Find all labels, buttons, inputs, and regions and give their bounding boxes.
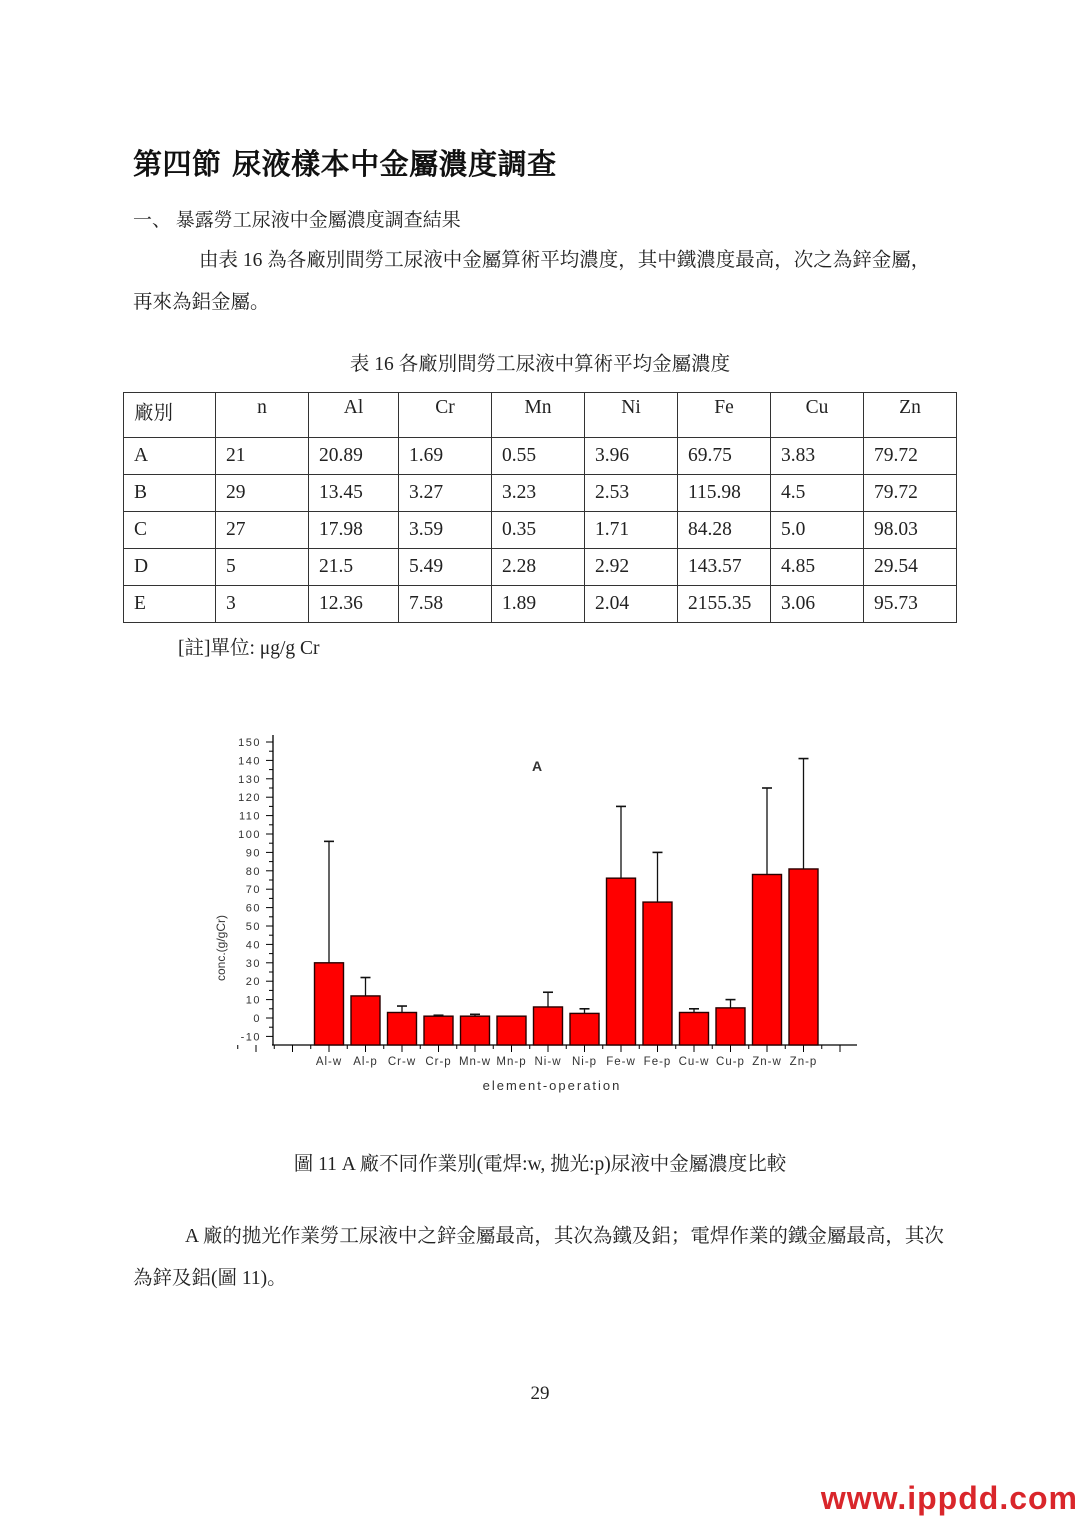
y-tick-label: 10 [245,994,261,1007]
column-header: 廠別 [124,393,216,438]
table-cell: 3.59 [399,512,492,549]
metal-concentration-table [123,392,957,623]
x-tick-label: Al-w [315,1056,343,1068]
table-cell: 13.45 [309,475,399,512]
column-header: Ni [585,393,678,438]
table-cell: 3.27 [399,475,492,512]
x-tick-label: Ni-p [571,1056,598,1068]
table-cell: A [124,438,216,475]
y-tick-label: 20 [245,976,261,989]
table-cell: 79.72 [864,475,957,512]
bar-fe-w [607,878,636,1045]
x-tick-label: Cr-w [387,1056,417,1068]
table-cell: 115.98 [678,475,771,512]
table-cell: 2.28 [492,549,585,586]
table-cell: 5.49 [399,549,492,586]
table-cell: 0.55 [492,438,585,475]
subheading: 一、 暴露勞工尿液中金屬濃度調查結果 [133,210,461,231]
y-tick-label: 130 [238,773,261,786]
bar-chart-figure-11 [195,725,875,1105]
table-row [124,512,957,549]
table-cell: 3.23 [492,475,585,512]
table-row [124,475,957,512]
table-cell: 5.0 [771,512,864,549]
table-cell: C [124,512,216,549]
table-cell: 5 [216,549,309,586]
table-cell: 4.5 [771,475,864,512]
bar-al-w [315,963,344,1045]
y-tick-label: 50 [245,921,261,933]
table-cell: 7.58 [399,586,492,623]
x-tick-label: Cu-p [716,1056,745,1068]
bar-zn-p [789,869,818,1045]
y-tick-label: 90 [245,847,261,860]
table-cell: 95.73 [864,586,957,623]
table-cell: 3.96 [585,438,678,475]
x-tick-label: Ni-w [534,1056,562,1068]
table-unit-note: [註]單位: μg/g Cr [178,638,320,659]
table-cell: 2.53 [585,475,678,512]
table-cell: E [124,586,216,623]
table-cell: 17.98 [309,512,399,549]
table-cell: D [124,549,216,586]
x-tick-label: Mn-w [458,1056,492,1068]
table-cell: 69.75 [678,438,771,475]
table-cell: 84.28 [678,512,771,549]
table-cell: 20.89 [309,438,399,475]
table-cell: 3 [216,586,309,623]
watermark-link[interactable]: www.ippdd.com [820,1480,1078,1516]
y-tick-label: 70 [245,884,261,897]
bar-cu-p [716,1008,745,1045]
table-cell: 21 [216,438,309,475]
column-header: Fe [678,393,771,438]
bar-fe-p [643,902,672,1045]
bar-ni-w [534,1007,563,1045]
bar-al-p [351,996,380,1045]
section-title: 第四節 尿液樣本中金屬濃度調查 [133,147,557,181]
bar-zn-w [753,874,782,1045]
y-tick-label: 0 [253,1013,261,1025]
column-header: Cr [399,393,492,438]
x-tick-label: Fe-p [643,1056,672,1068]
paragraph-intro: 由表 16 為各廠別間勞工尿液中金屬算術平均濃度，其中鐵濃度最高，次之為鋅金屬，再來為鋁金屬。 [133,250,931,313]
x-tick-label: Cr-p [425,1056,452,1068]
table-cell: 2.92 [585,549,678,586]
bar-cr-w [388,1012,417,1045]
table-cell: 98.03 [864,512,957,549]
x-tick-label: Mn-p [496,1056,527,1068]
bar-cu-w [680,1012,709,1045]
table-row [124,586,957,623]
table-cell: 29.54 [864,549,957,586]
table-cell: 4.85 [771,549,864,586]
table-cell: 3.83 [771,438,864,475]
table-cell: 3.06 [771,586,864,623]
table-body [124,438,957,623]
x-tick-label: Zn-p [789,1056,818,1068]
column-header: n [216,393,309,438]
table-row [124,549,957,586]
y-tick-label: 150 [238,737,261,749]
y-tick-label: 80 [245,865,261,878]
y-tick-label: 30 [245,957,261,970]
table-cell: 21.5 [309,549,399,586]
y-tick-label: 100 [238,829,261,841]
table-cell: 27 [216,512,309,549]
table-header-row [124,393,957,438]
table-cell: 12.36 [309,586,399,623]
paragraph-figure-discussion: A 廠的拋光作業勞工尿液中之鋅金屬最高，其次為鐵及鋁；電焊作業的鐵金屬最高，其次為鋅及鋁(圖 11)。 [133,1226,944,1289]
table-cell: 1.69 [399,438,492,475]
table-cell: 1.71 [585,512,678,549]
y-tick-label: 140 [238,755,261,768]
column-header: Cu [771,393,864,438]
bar-mn-p [497,1016,526,1045]
y-tick-label: -10 [240,1031,261,1044]
x-tick-label: Cu-w [678,1056,710,1068]
x-axis-label: element-operation [482,1078,622,1093]
y-tick-label: 60 [245,902,261,915]
table-caption: 表 16 各廠別間勞工尿液中算術平均金屬濃度 [349,354,731,375]
column-header: Al [309,393,399,438]
x-tick-label: Al-p [353,1056,378,1068]
figure-caption: 圖 11 A 廠不同作業別(電焊:w, 拋光:p)尿液中金屬濃度比較 [293,1154,787,1175]
y-tick-label: 120 [238,792,261,805]
page-number: 29 [530,1383,550,1404]
y-tick-label: 40 [245,939,261,952]
column-header: Mn [492,393,585,438]
x-tick-label: Zn-w [752,1056,782,1068]
y-tick-label: 110 [238,810,261,823]
column-header: Zn [864,393,957,438]
chart-title: A [531,758,543,774]
table-row [124,438,957,475]
bar-cr-p [424,1016,453,1045]
table-cell: 29 [216,475,309,512]
x-tick-label: Fe-w [606,1056,636,1068]
bar-ni-p [570,1013,599,1045]
table-cell: 1.89 [492,586,585,623]
table-cell: 143.57 [678,549,771,586]
table-cell: B [124,475,216,512]
table-cell: 79.72 [864,438,957,475]
table-cell: 2.04 [585,586,678,623]
table-cell: 0.35 [492,512,585,549]
y-axis-label: conc.(g/gCr) [214,914,228,982]
table-cell: 2155.35 [678,586,771,623]
bar-mn-w [461,1016,490,1045]
